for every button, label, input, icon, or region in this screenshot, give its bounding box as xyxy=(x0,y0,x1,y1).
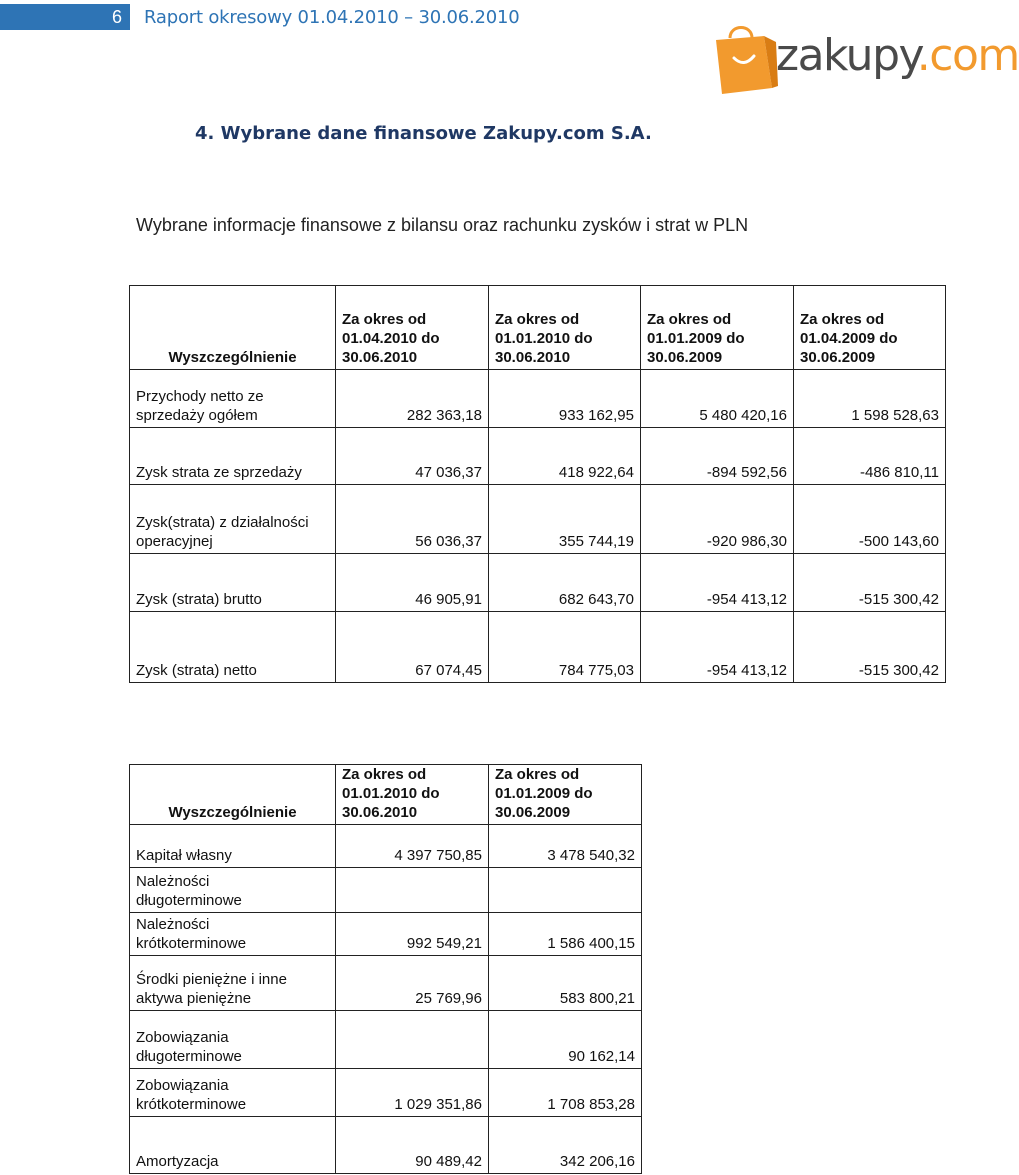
row-label: Zobowiązania długoterminowe xyxy=(130,1011,336,1069)
page-number: 6 xyxy=(0,4,130,30)
cell-value: 784 775,03 xyxy=(489,612,641,683)
table-row xyxy=(130,370,946,428)
cell-value: 5 480 420,16 xyxy=(641,370,794,428)
row-label: Amortyzacja xyxy=(130,1117,336,1174)
cell-value: 992 549,21 xyxy=(336,913,489,956)
row-label: Zysk (strata) brutto xyxy=(130,554,336,612)
cell-value: 67 074,45 xyxy=(336,612,489,683)
column-header: Za okres od 01.04.2010 do 30.06.2010 xyxy=(336,286,489,370)
row-label: Zobowiązania krótkoterminowe xyxy=(130,1069,336,1117)
row-label: Środki pieniężne i inne aktywa pieniężne xyxy=(130,956,336,1011)
row-label: Kapitał własny xyxy=(130,825,336,868)
cell-value: 90 162,14 xyxy=(489,1011,642,1069)
table-row xyxy=(130,913,642,956)
cell-value: 1 586 400,15 xyxy=(489,913,642,956)
table-header-row xyxy=(130,286,946,370)
cell-value: 25 769,96 xyxy=(336,956,489,1011)
income-table xyxy=(129,285,946,683)
page-header xyxy=(0,4,540,30)
column-header: Za okres od 01.04.2009 do 30.06.2009 xyxy=(794,286,946,370)
cell-value: 282 363,18 xyxy=(336,370,489,428)
table-row xyxy=(130,1069,642,1117)
cell-value: 583 800,21 xyxy=(489,956,642,1011)
table-row xyxy=(130,612,946,683)
column-header: Za okres od 01.01.2010 do 30.06.2010 xyxy=(336,765,489,825)
cell-value: -954 413,12 xyxy=(641,612,794,683)
row-label: Należności krótkoterminowe xyxy=(130,913,336,956)
cell-value: 418 922,64 xyxy=(489,428,641,485)
table-header-row xyxy=(130,765,642,825)
cell-value: 1 598 528,63 xyxy=(794,370,946,428)
table-row xyxy=(130,554,946,612)
table-row xyxy=(130,825,642,868)
row-label: Zysk(strata) z działalności operacyjnej xyxy=(130,485,336,554)
table-row xyxy=(130,1011,642,1069)
cell-value: 682 643,70 xyxy=(489,554,641,612)
cell-value xyxy=(489,868,642,913)
cell-value: -486 810,11 xyxy=(794,428,946,485)
section-heading: 4. Wybrane dane finansowe Zakupy.com S.A. xyxy=(195,123,652,144)
cell-value xyxy=(336,868,489,913)
report-title: Raport okresowy 01.04.2010 – 30.06.2010 xyxy=(144,6,520,28)
cell-value: 342 206,16 xyxy=(489,1117,642,1174)
row-label: Należności długoterminowe xyxy=(130,868,336,913)
row-label: Przychody netto ze sprzedaży ogółem xyxy=(130,370,336,428)
cell-value xyxy=(336,1011,489,1069)
column-header-label: Wyszczególnienie xyxy=(130,765,336,825)
cell-value: 56 036,37 xyxy=(336,485,489,554)
table-row xyxy=(130,428,946,485)
cell-value: 1 708 853,28 xyxy=(489,1069,642,1117)
subtitle: Wybrane informacje finansowe z bilansu oraz rachunku zysków i strat w PLN xyxy=(136,215,749,235)
column-header: Za okres od 01.01.2010 do 30.06.2010 xyxy=(489,286,641,370)
table-row xyxy=(130,868,642,913)
cell-value: 1 029 351,86 xyxy=(336,1069,489,1117)
cell-value: 4 397 750,85 xyxy=(336,825,489,868)
zakupy-logo xyxy=(712,20,1019,102)
balance-table xyxy=(129,764,642,1174)
column-header: Za okres od 01.01.2009 do 30.06.2009 xyxy=(641,286,794,370)
shopping-bag-icon xyxy=(712,20,782,102)
cell-value: -515 300,42 xyxy=(794,612,946,683)
cell-value: 46 905,91 xyxy=(336,554,489,612)
cell-value: -954 413,12 xyxy=(641,554,794,612)
table-row xyxy=(130,1117,642,1174)
column-header-label: Wyszczególnienie xyxy=(130,286,336,370)
cell-value: 90 489,42 xyxy=(336,1117,489,1174)
table-row xyxy=(130,956,642,1011)
cell-value: 355 744,19 xyxy=(489,485,641,554)
row-label: Zysk strata ze sprzedaży xyxy=(130,428,336,485)
cell-value: -515 300,42 xyxy=(794,554,946,612)
cell-value: 933 162,95 xyxy=(489,370,641,428)
logo-text: zakupy.com xyxy=(776,30,1019,81)
row-label: Zysk (strata) netto xyxy=(130,612,336,683)
cell-value: -500 143,60 xyxy=(794,485,946,554)
column-header: Za okres od 01.01.2009 do 30.06.2009 xyxy=(489,765,642,825)
cell-value: 3 478 540,32 xyxy=(489,825,642,868)
cell-value: -894 592,56 xyxy=(641,428,794,485)
cell-value: 47 036,37 xyxy=(336,428,489,485)
table-row xyxy=(130,485,946,554)
cell-value: -920 986,30 xyxy=(641,485,794,554)
